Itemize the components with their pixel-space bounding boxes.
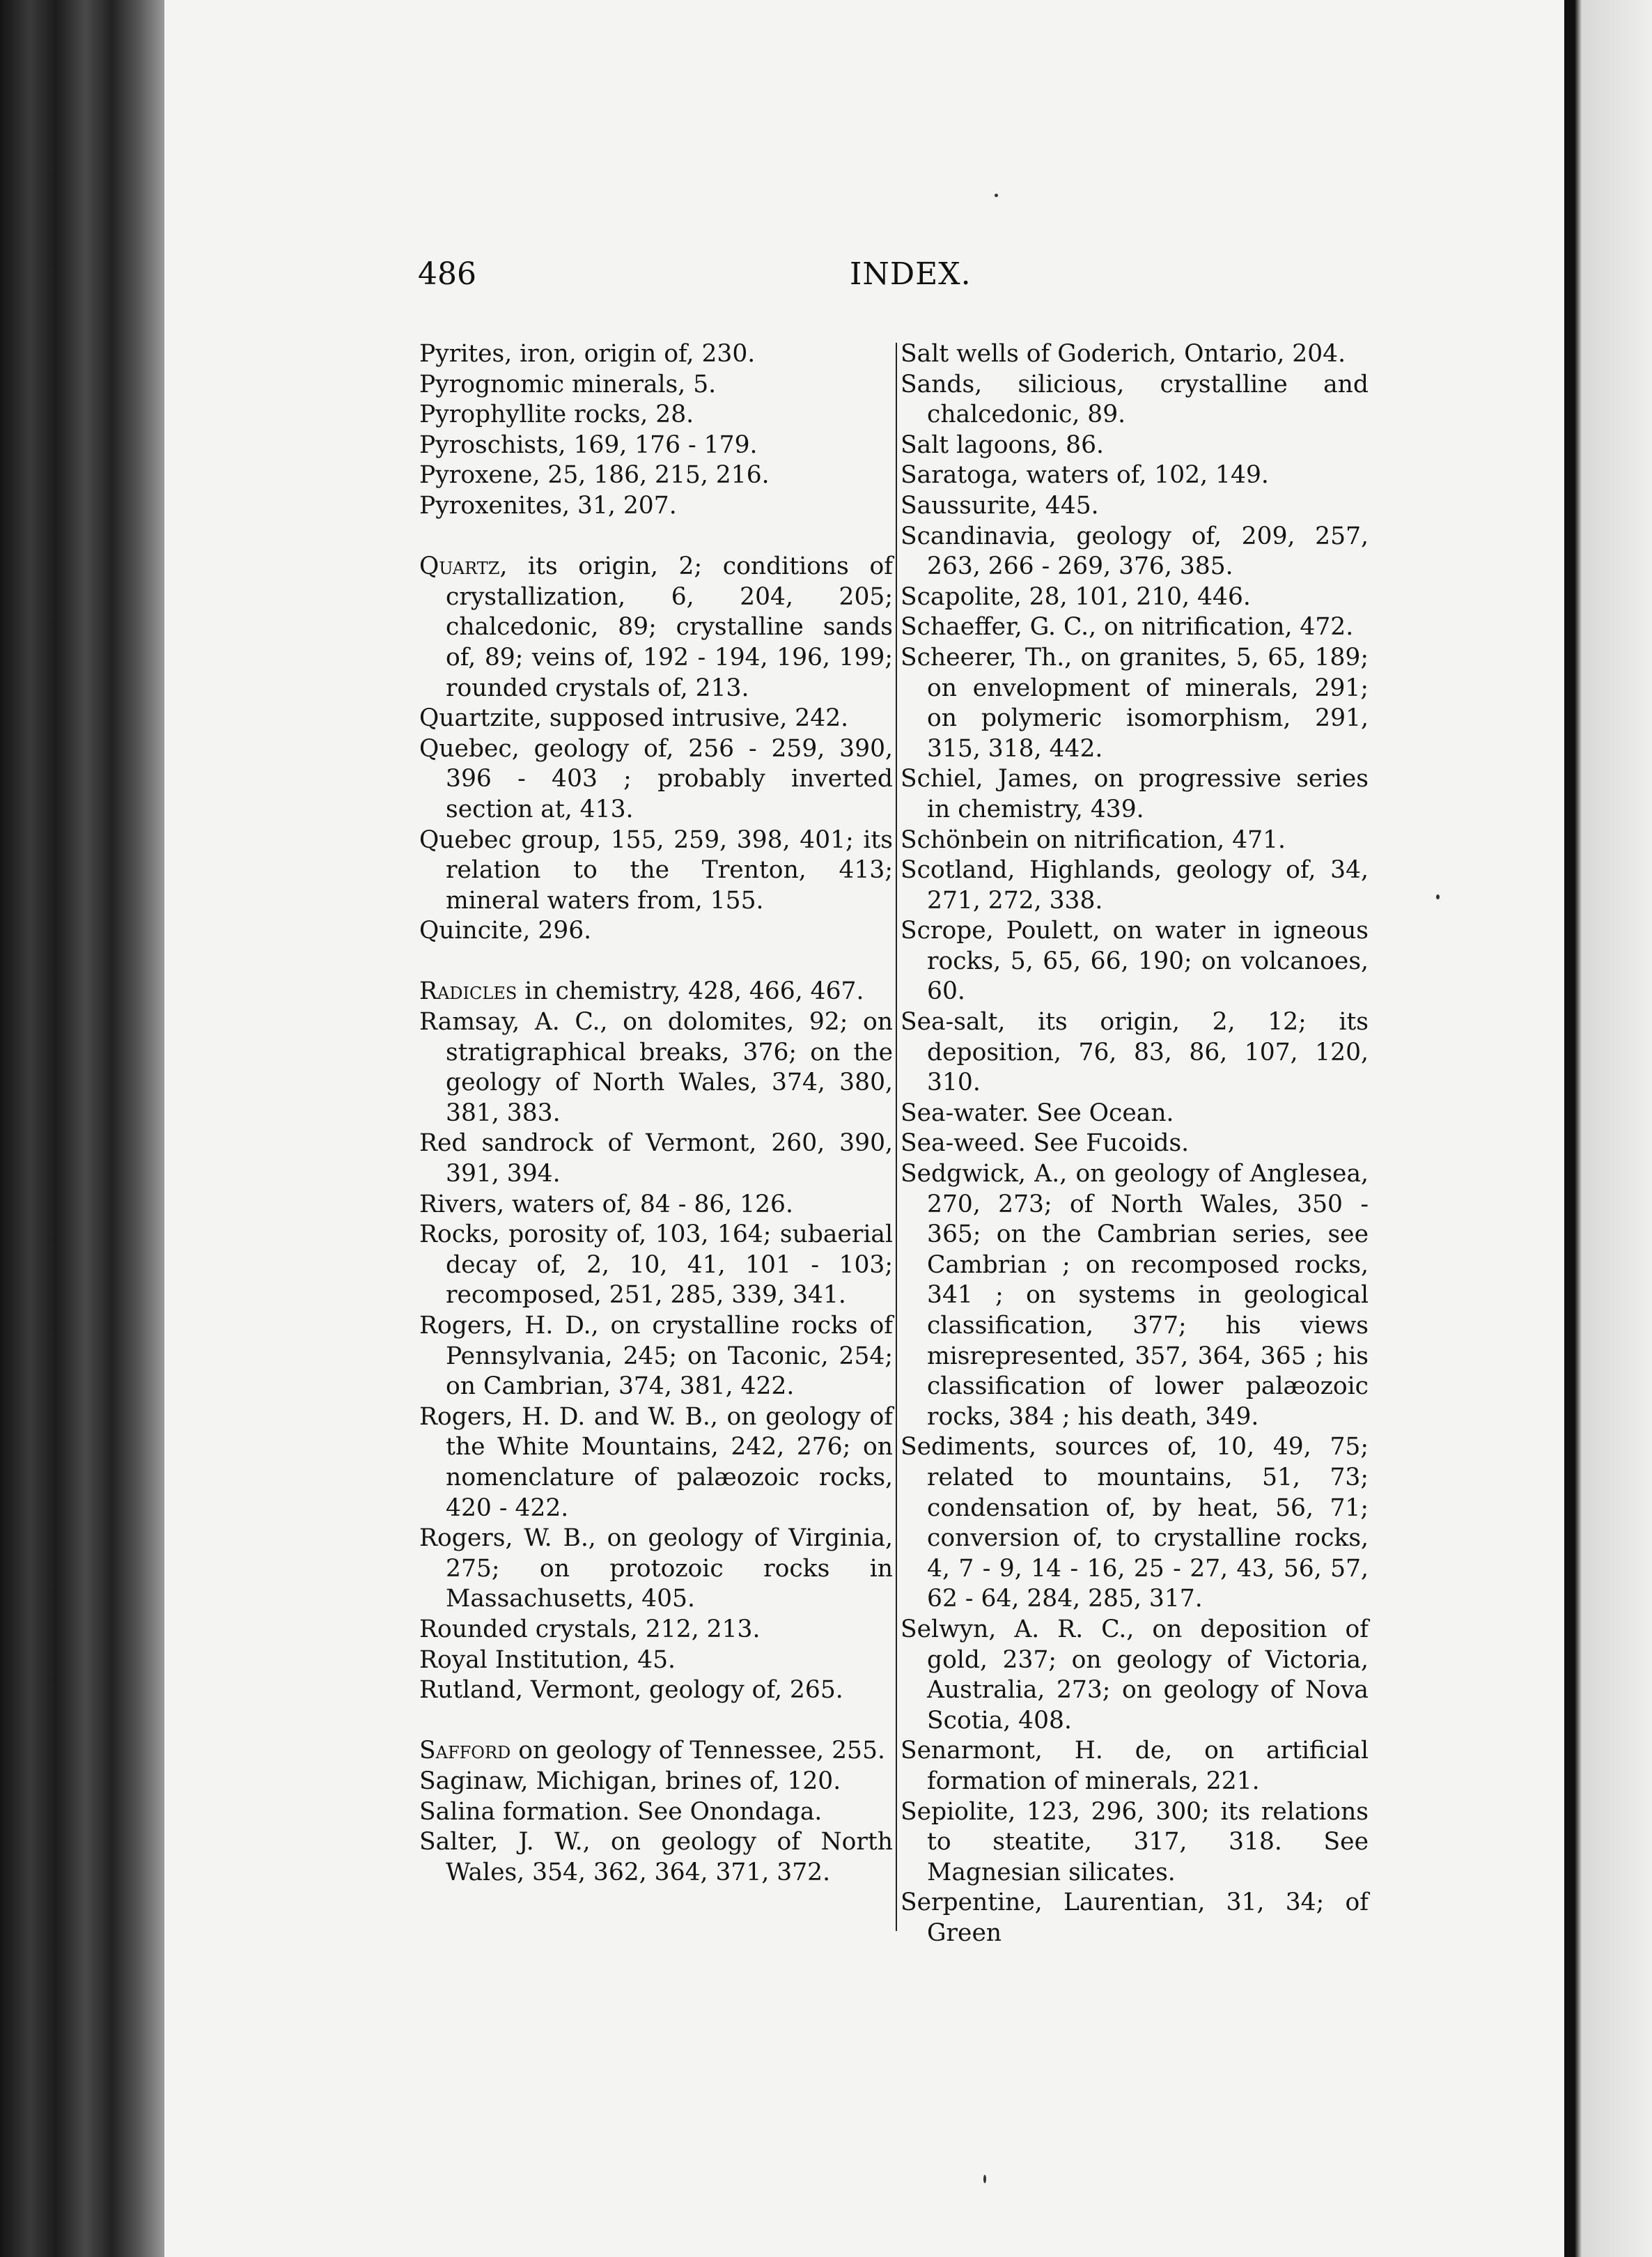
index-entry-text: Saussurite, 445. — [901, 491, 1099, 520]
index-entry — [419, 704, 893, 734]
index-entry-text: Sediments, sources of, 10, 49, 75; related to mountains, 51, 73; condensation of, by heat, 56, 71; conversion of, to crystalline rocks, 4, 7 - 9, 14 - 16, 25 - 27, 43, 56, 57, 62 - 64, 284, 285, 317. — [901, 1433, 1369, 1613]
index-entry-text: Salt wells of Goderich, Ontario, 204. — [901, 340, 1346, 368]
index-entry-text: Rocks, porosity of, 103, 164; subaerial decay of, 2, 10, 41, 101 - 103; recomposed, 251, 285, 339, 341. — [419, 1220, 893, 1310]
index-entry — [419, 1402, 893, 1523]
index-entry-text: Pyroxenites, 31, 207. — [419, 491, 677, 520]
index-entry-text: Quebec, geology of, 256 - 259, 390, 396 - 403 ; probably inverted section at, 413. — [419, 734, 893, 823]
index-entry — [901, 1797, 1369, 1888]
index-entry — [901, 582, 1369, 613]
index-entry — [901, 1007, 1369, 1099]
index-entry-text: Rounded crystals, 212, 213. — [419, 1615, 761, 1643]
index-entry-text: Scandinavia, geology of, 209, 257, 263, 266 - 269, 376, 385. — [901, 522, 1369, 581]
index-entry-text: Pyrognomic minerals, 5. — [419, 370, 717, 398]
index-entry-text: Scotland, Highlands, geology of, 34, 271, 272, 338. — [901, 856, 1369, 915]
index-entry — [901, 764, 1369, 825]
dust-speck — [983, 2175, 986, 2183]
index-column-right — [901, 339, 1369, 1948]
index-entry-text: Sands, silicious, crystalline and chalcedonic, 89. — [901, 370, 1369, 429]
index-entry — [419, 1220, 893, 1311]
index-entry-text: Sea-water. See Ocean. — [901, 1099, 1174, 1127]
index-entry-text: Scrope, Poulett, on water in igneous rocks, 5, 65, 66, 190; on volcanoes, 60. — [901, 917, 1369, 1006]
index-entry — [901, 431, 1369, 461]
index-entry — [419, 825, 893, 917]
index-entry — [901, 1099, 1369, 1129]
index-entry-text: Selwyn, A. R. C., on deposition of gold, 237; on geology of Victoria, Australia, 273; on geology of Nova Scotia, 408. — [901, 1615, 1369, 1735]
index-entry-text: Rutland, Vermont, geology of, 265. — [419, 1676, 843, 1705]
index-entry — [901, 1128, 1369, 1159]
index-entry-text: Rogers, H. D. and W. B., on geology of the White Mountains, 242, 276; on nomenclature of palæozoic rocks, 420 - 422. — [419, 1402, 893, 1522]
index-entry-text: Pyrites, iron, origin of, 230. — [419, 340, 756, 368]
dust-speck — [995, 194, 998, 197]
index-entry-text: Salter, J. W., on geology of North Wales, 354, 362, 364, 371, 372. — [419, 1828, 893, 1886]
index-entry — [419, 400, 893, 431]
index-entry-text: Pyroxene, 25, 186, 215, 216. — [419, 461, 770, 490]
index-entry-text: , its origin, 2; conditions of crystallization, 6, 204, 205; chalcedonic, 89; crystalline sands of, 89; veins of, 192 - 194, 196, 199; rounded crystals of, 213. — [446, 552, 893, 702]
index-entry — [901, 1736, 1369, 1797]
index-entry-text: in chemistry, 428, 466, 467. — [517, 977, 864, 1006]
index-entry-text: Salt lagoons, 86. — [901, 431, 1105, 459]
index-entry-text: Rogers, H. D., on crystalline rocks of Pennsylvania, 245; on Taconic, 254; on Cambrian, 374, 381, 422. — [419, 1312, 893, 1401]
index-entry — [901, 1888, 1369, 1948]
index-entry — [901, 612, 1369, 643]
index-entry — [419, 916, 893, 947]
index-entry — [901, 1432, 1369, 1615]
facing-page-edge — [1564, 0, 1652, 2257]
index-entry — [419, 1645, 893, 1676]
index-entry — [419, 460, 893, 491]
index-entry-text: Rivers, waters of, 84 - 86, 126. — [419, 1190, 793, 1218]
dust-speck — [1436, 894, 1440, 899]
index-entry — [419, 1190, 893, 1220]
book-spine — [0, 0, 164, 2257]
index-entry-text: Schaeffer, G. C., on nitrification, 472. — [901, 613, 1354, 642]
index-entry — [419, 1128, 893, 1189]
index-entry-text: Saginaw, Michigan, brines of, 120. — [419, 1767, 841, 1795]
index-entry — [419, 339, 893, 370]
index-entry-text: Sepiolite, 123, 296, 300; its relations to steatite, 317, 318. See Magnesian silicates. — [901, 1797, 1369, 1886]
index-entry-text: Ramsay, A. C., on dolomites, 92; on stratigraphical breaks, 376; on the geology of North Wales, 374, 380, 381, 383. — [419, 1008, 893, 1127]
index-entry — [901, 825, 1369, 856]
index-letter-heading: Safford — [419, 1737, 511, 1765]
index-column-left — [419, 339, 893, 1888]
index-letter-heading: Quartz — [419, 552, 500, 581]
index-entry-text: Quartzite, supposed intrusive, 242. — [419, 704, 849, 733]
index-entry — [419, 1767, 893, 1797]
index-entry-text: Rogers, W. B., on geology of Virginia, 275; on protozoic rocks in Massachusetts, 405. — [419, 1524, 893, 1613]
index-entry — [901, 370, 1369, 431]
index-entry — [901, 916, 1369, 1007]
index-entry-text: Scheerer, Th., on granites, 5, 65, 189; on envelopment of minerals, 291; on polymeric isomorphism, 291, 315, 318, 442. — [901, 643, 1369, 763]
index-entry — [419, 1523, 893, 1615]
index-entry — [419, 1615, 893, 1645]
index-entry — [419, 370, 893, 401]
index-entry — [419, 552, 893, 704]
index-entry — [419, 1311, 893, 1402]
index-entry-text: Quebec group, 155, 259, 398, 401; its relation to the Trenton, 413; mineral waters from, 155. — [419, 825, 893, 915]
index-entry — [901, 1615, 1369, 1736]
index-entry-text: Sedgwick, A., on geology of Anglesea, 270, 273; of North Wales, 350 - 365; on the Cambrian series, see Cambrian ; on recomposed rocks, 341 ; on systems in geological classification, 377; his views misrepresented, 357, 364, 365 ; his classification of lower palæozoic rocks, 384 ; his death, 349. — [901, 1160, 1369, 1431]
index-entry-text: Serpentine, Laurentian, 31, 34; of Green — [901, 1888, 1369, 1947]
index-entry-text: Sea-salt, its origin, 2, 12; its deposition, 76, 83, 86, 107, 120, 310. — [901, 1008, 1369, 1097]
index-entry — [419, 1675, 893, 1706]
index-entry-text: Sea-weed. See Fucoids. — [901, 1129, 1190, 1158]
index-entry-text: on geology of Tennessee, 255. — [511, 1737, 885, 1765]
index-entry-text: Pyrophyllite rocks, 28. — [419, 401, 694, 429]
index-entry-text: Salina formation. See Onondaga. — [419, 1797, 823, 1826]
index-entry — [419, 1736, 893, 1767]
index-entry — [901, 339, 1369, 370]
index-entry — [901, 855, 1369, 916]
page-header — [418, 256, 1379, 298]
index-entry — [419, 977, 893, 1007]
index-entry-text: Schönbein on nitrification, 471. — [901, 825, 1286, 854]
index-entry — [901, 522, 1369, 582]
index-entry — [419, 734, 893, 825]
index-letter-heading: Radicles — [419, 977, 517, 1006]
index-entry-text: Royal Institution, 45. — [419, 1645, 676, 1674]
index-entry — [419, 1827, 893, 1888]
index-entry-text: Red sandrock of Vermont, 260, 390, 391, 394. — [419, 1129, 893, 1188]
index-entry — [901, 1159, 1369, 1432]
index-entry — [419, 1797, 893, 1828]
running-head: INDEX. — [850, 256, 972, 292]
index-entry — [419, 431, 893, 461]
index-entry — [419, 491, 893, 522]
index-entry — [419, 1007, 893, 1128]
index-entry-text: Saratoga, waters of, 102, 149. — [901, 461, 1269, 490]
index-entry-text: Scapolite, 28, 101, 210, 446. — [901, 582, 1251, 611]
index-entry-text: Pyroschists, 169, 176 - 179. — [419, 431, 758, 459]
page-number: 486 — [418, 256, 476, 292]
index-entry-text: Senarmont, H. de, on artificial formation of minerals, 221. — [901, 1737, 1369, 1795]
index-entry — [901, 460, 1369, 491]
column-divider — [896, 343, 897, 1931]
index-entry — [901, 491, 1369, 522]
index-entry — [901, 643, 1369, 764]
index-entry-text: Schiel, James, on progressive series in chemistry, 439. — [901, 765, 1369, 823]
index-entry-text: Quincite, 296. — [419, 917, 592, 945]
